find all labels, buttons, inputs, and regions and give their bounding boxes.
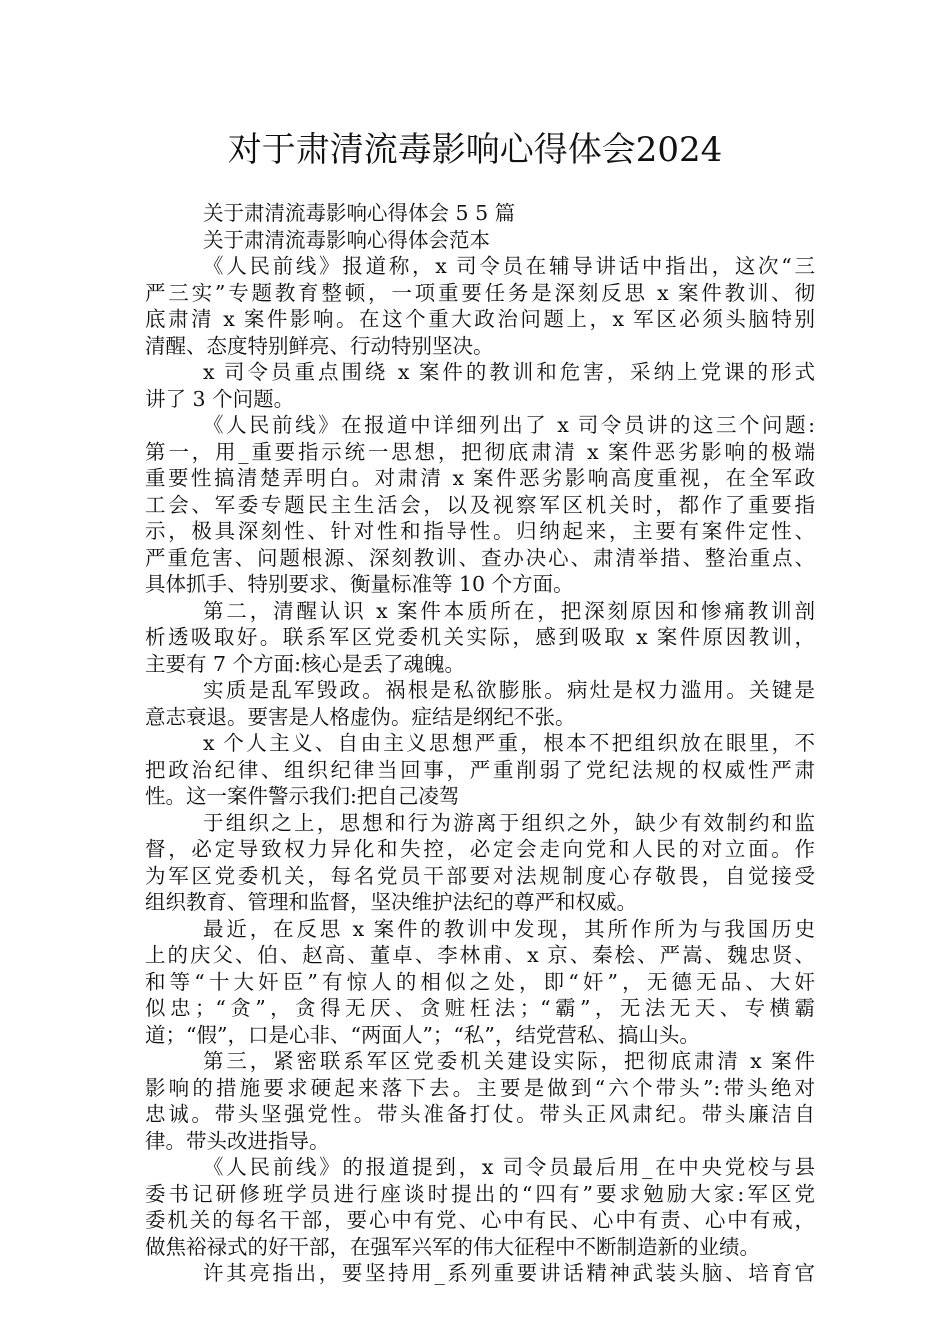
text-line: x 司令员重点围绕 x 案件的教训和危害，采纳上党课的形式 [203, 360, 815, 384]
document-body [145, 200, 815, 1287]
text-line: 把政治纪律、组织纪律当回事，严重削弱了党纪法规的权威性严肃 [145, 757, 815, 782]
text-line: 于组织之上，思想和行为游离于组织之外，缺少有效制约和监 [203, 810, 815, 835]
text-line: 工会、军委专题民主生活会，以及视察军区机关时，都作了重要指 [145, 492, 815, 517]
text-line: 第三，紧密联系军区党委机关建设实际，把彻底肃清 x 案件 [203, 1049, 815, 1073]
text-line: 清醒、态度特别鲜亮、行动特别坚决。 [145, 333, 494, 358]
text-line: 上的庆父、伯、赵高、董卓、李林甫、x 京、秦桧、严嵩、魏忠贤、 [145, 943, 815, 967]
text-line: 许其亮指出，要坚持用_系列重要讲话精神武装头脑、培育官 [203, 1261, 815, 1285]
text-line: 性。这一案件警示我们:把自己凌驾 [145, 784, 460, 808]
text-line: 重要性搞清楚弄明白。对肃清 x 案件恶劣影响高度重视，在全军政 [145, 466, 815, 490]
text-line: 道；“假”，口是心非、“两面人”；“私”，结党营私、搞山头。 [145, 1022, 700, 1047]
text-line: 组织教育、管理和监督，坚决维护法纪的尊严和权威。 [145, 890, 637, 914]
text-line: 底肃清 x 案件影响。在这个重大政治问题上，x 军区必须头脑特别 [145, 307, 815, 331]
text-line: 主要有 7 个方面:核心是丢了魂魄。 [145, 651, 465, 676]
text-line: 第二，清醒认识 x 案件本质所在，把深刻原因和惨痛教训剖 [203, 598, 815, 623]
text-line: 《人民前线》在报道中详细列出了 x 司令员讲的这三个问题: [203, 413, 815, 437]
document-title: 对于肃清流毒影响心得体会2024 [227, 130, 723, 170]
text-line: 关于肃清流毒影响心得体会 5 5 篇 [203, 201, 516, 225]
text-line: 意志衰退。要害是人格虚伪。症结是纲纪不张。 [145, 704, 576, 729]
text-line: 《人民前线》的报道提到，x 司令员最后用_在中央党校与县 [203, 1155, 815, 1179]
text-line: 督，必定导致权力异化和失控，必定会走向党和人民的对立面。作 [145, 837, 815, 861]
text-line: 析透吸取好。联系军区党委机关实际，感到吸取 x 案件原因教训， [145, 625, 815, 649]
text-line: 讲了 3 个问题。 [145, 386, 295, 411]
text-line: 做焦裕禄式的好干部，在强军兴军的伟大征程中不断制造新的业绩。 [145, 1234, 760, 1259]
text-line: 《人民前线》报道称，x 司令员在辅导讲话中指出，这次“三 [203, 254, 815, 278]
text-line: 和等“十大奸臣”有惊人的相似之处，即“奸”，无德无品、大奸 [145, 969, 815, 994]
text-line: 严三实”专题教育整顿，一项重要任务是深刻反思 x 案件教训、彻 [145, 280, 815, 305]
text-line: 第一，用_重要指示统一思想，把彻底肃清 x 案件恶劣影响的极端 [145, 439, 815, 464]
text-line: 忠诚。带头坚强党性。带头准备打仗。带头正风肃纪。带头廉洁自 [145, 1102, 815, 1126]
text-line: 严重危害、问题根源、深刻教训、查办决心、肃清举措、整治重点、 [145, 545, 815, 570]
text-line: 委机关的每名干部，要心中有党、心中有民、心中有责、心中有戒， [145, 1208, 815, 1232]
text-line: 为军区党委机关，每名党员干部要对法规制度心存敬畏，自觉接受 [145, 863, 815, 888]
text-line: 实质是乱军毁政。祸根是私欲膨胀。病灶是权力滥用。关键是 [203, 678, 815, 702]
text-line: 最近，在反思 x 案件的教训中发现，其所作所为与我国历史 [203, 916, 815, 941]
text-line: 关于肃清流毒影响心得体会范本 [203, 227, 490, 252]
text-line: 委书记研修班学员进行座谈时提出的“四有”要求勉励大家:军区党 [145, 1181, 815, 1206]
text-line: 律。带头改进指导。 [145, 1128, 330, 1153]
text-line: 具体抓手、特别要求、衡量标准等 10 个方面。 [145, 572, 574, 596]
text-line: x 个人主义、自由主义思想严重，根本不把组织放在眼里，不 [203, 731, 815, 755]
text-line: 影响的措施要求硬起来落下去。主要是做到“六个带头”:带头绝对 [145, 1075, 815, 1100]
text-line: 似忠；“贪”，贪得无厌、贪赃枉法；“霸”，无法无天、专横霸 [145, 996, 815, 1020]
text-line: 示，极具深刻性、针对性和指导性。归纳起来，主要有案件定性、 [145, 519, 815, 543]
